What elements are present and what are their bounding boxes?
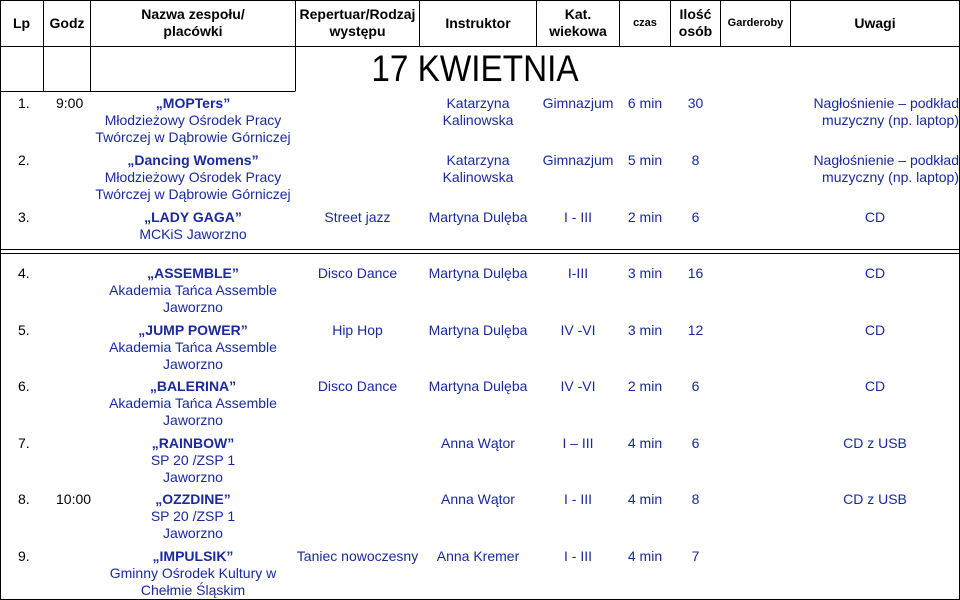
team-name: „BALERINA”	[149, 378, 237, 394]
team-org-line1: SP 20 /ZSP 1	[150, 452, 236, 468]
row-kat: I-III	[567, 265, 589, 281]
row-czas: 5 min	[627, 152, 663, 168]
row-ilosc: 8	[691, 491, 700, 507]
row-uwagi-line1: CD	[864, 378, 886, 394]
team-org-line2: Jaworzno	[163, 412, 223, 428]
row-instruktor-line2: Kalinowska	[442, 112, 514, 128]
row-lp: 5.	[18, 322, 30, 338]
row-instruktor-line1: Anna Wątor	[441, 435, 515, 451]
team-org-line2: Jaworzno	[163, 299, 223, 315]
row-kat: I - III	[564, 209, 592, 225]
row-kat: IV -VI	[560, 322, 596, 338]
team-name: „LADY GAGA”	[144, 209, 242, 225]
row-czas: 3 min	[627, 322, 663, 338]
row-instruktor-line1: Anna Kremer	[436, 548, 520, 564]
row-uwagi-line2: muzyczny (np. laptop)	[822, 112, 959, 128]
row-ilosc: 6	[691, 209, 700, 225]
row-czas: 4 min	[627, 491, 663, 507]
row-czas: 6 min	[627, 95, 663, 111]
row-kat: Gimnazjum	[542, 95, 614, 111]
header-garderoby: Garderoby	[727, 16, 784, 29]
row-czas: 2 min	[627, 209, 663, 225]
team-org-line2: Jaworzno	[163, 356, 223, 372]
team-name: „MOPTers”	[155, 95, 231, 111]
header-kat: Kat. wiekowa	[549, 6, 607, 39]
row-godz: 10:00	[56, 491, 92, 507]
row-uwagi-line1: CD	[864, 209, 886, 225]
header-ilosc: Ilość osób	[678, 6, 713, 39]
header-uwagi: Uwagi	[854, 14, 896, 31]
date-title: 17 KWIETNIA	[371, 48, 579, 89]
team-org-line2: Chełmie Śląskim	[140, 582, 246, 598]
row-uwagi-line1: CD z USB	[843, 435, 907, 451]
row-lp: 3.	[18, 209, 30, 225]
row-kat: I - III	[564, 548, 592, 564]
row-kat: I – III	[562, 435, 594, 451]
team-name: „Dancing Womens”	[127, 152, 259, 168]
row-uwagi-line1: CD	[864, 322, 886, 338]
team-org-line1: Akademia Tańca Assemble	[109, 339, 277, 355]
header-instruktor: Instruktor	[445, 14, 511, 31]
row-uwagi-line1: CD z USB	[843, 491, 907, 507]
row-instruktor-line1: Martyna Dulęba	[428, 378, 528, 394]
row-instruktor-line1: Martyna Dulęba	[428, 322, 528, 338]
row-ilosc: 7	[691, 548, 700, 564]
header-godz: Godz	[49, 14, 85, 31]
row-repertuar: Street jazz	[324, 209, 391, 225]
row-uwagi-line1: Nagłośnienie – podkład	[813, 152, 959, 168]
row-instruktor-line2: Kalinowska	[442, 169, 514, 185]
team-name: „ASSEMBLE”	[147, 265, 239, 281]
header-nazwa: Nazwa zespołu/ placówki	[141, 6, 245, 39]
row-repertuar: Hip Hop	[332, 322, 383, 338]
team-name: „OZZDINE”	[155, 491, 231, 507]
team-org-line1: Młodzieżowy Ośrodek Pracy	[104, 169, 282, 185]
row-instruktor-line1: Katarzyna	[446, 95, 510, 111]
row-lp: 4.	[18, 265, 30, 281]
row-repertuar: Disco Dance	[317, 378, 398, 394]
row-instruktor-line1: Martyna Dulęba	[428, 209, 528, 225]
team-org-line1: Akademia Tańca Assemble	[109, 395, 277, 411]
header-repertuar: Repertuar/Rodzaj występu	[299, 6, 416, 39]
row-ilosc: 12	[687, 322, 704, 338]
row-czas: 2 min	[627, 378, 663, 394]
row-czas: 3 min	[627, 265, 663, 281]
row-kat: I - III	[564, 491, 592, 507]
team-org-line2: Twórczej w Dąbrowie Górniczej	[95, 129, 291, 145]
row-ilosc: 6	[691, 435, 700, 451]
team-org-line2: Twórczej w Dąbrowie Górniczej	[95, 186, 291, 202]
row-instruktor-line1: Martyna Dulęba	[428, 265, 528, 281]
team-name: „IMPULSIK”	[152, 548, 234, 564]
row-kat: IV -VI	[560, 378, 596, 394]
team-org-line1: Akademia Tańca Assemble	[109, 282, 277, 298]
team-org-line1: MCKiS Jaworzno	[139, 226, 247, 242]
row-instruktor-line1: Anna Wątor	[441, 491, 515, 507]
row-czas: 4 min	[627, 548, 663, 564]
row-lp: 8.	[18, 491, 30, 507]
row-lp: 9.	[18, 548, 30, 564]
team-name: „JUMP POWER”	[138, 322, 248, 338]
row-instruktor-line1: Katarzyna	[446, 152, 510, 168]
row-uwagi-line1: CD	[864, 265, 886, 281]
header-czas: czas	[633, 16, 657, 29]
row-ilosc: 16	[687, 265, 704, 281]
team-org-line1: Młodzieżowy Ośrodek Pracy	[104, 112, 282, 128]
team-org-line1: SP 20 /ZSP 1	[150, 508, 236, 524]
row-godz: 9:00	[56, 95, 84, 111]
row-lp: 6.	[18, 378, 30, 394]
row-lp: 2.	[18, 152, 30, 168]
team-org-line2: Jaworzno	[163, 525, 223, 541]
team-org-line1: Gminny Ośrodek Kultury w	[109, 565, 277, 581]
row-repertuar: Taniec nowoczesny	[296, 548, 419, 564]
row-repertuar: Disco Dance	[317, 265, 398, 281]
team-name: „RAINBOW”	[151, 435, 235, 451]
row-lp: 7.	[18, 435, 30, 451]
row-ilosc: 8	[691, 152, 700, 168]
row-lp: 1.	[18, 95, 30, 111]
row-ilosc: 30	[687, 95, 704, 111]
row-ilosc: 6	[691, 378, 700, 394]
team-org-line2: Jaworzno	[163, 469, 223, 485]
row-czas: 4 min	[627, 435, 663, 451]
row-uwagi-line1: Nagłośnienie – podkład	[813, 95, 959, 111]
header-lp: Lp	[12, 14, 31, 31]
row-uwagi-line2: muzyczny (np. laptop)	[822, 169, 959, 185]
row-kat: Gimnazjum	[542, 152, 614, 168]
